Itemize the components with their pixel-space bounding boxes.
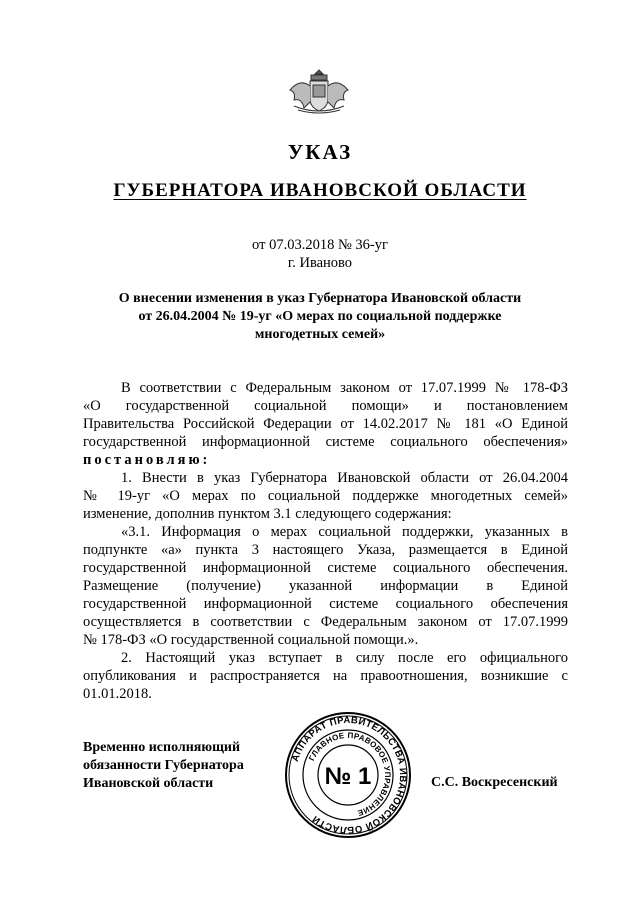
preamble-line: Правительства Российской Федерации от 14.02.2017 № 181 «О Единой [83,416,568,432]
seal-outer-path: АППАРАТ ПРАВИТЕЛЬСТВА ИВАНОВСКОЙ ОБЛАСТИ [289,714,409,836]
document-heading [100,290,540,344]
item2-line: опубликования и распространяется на правоотношения, возникшие с [83,668,568,684]
preamble-line: «О государственной социальной помощи» и постановлением [83,398,568,414]
preamble-line: В соответствии с Федеральным законом от 17.07.1999 № 178-ФЗ [121,380,568,396]
seal-number: № 1 [324,763,372,790]
quote-line: осуществляется в соответствии с Федеральным законом от 17.07.1999 [83,614,568,630]
document-subtitle-text: ГУБЕРНАТОРА ИВАНОВСКОЙ ОБЛАСТИ [113,180,527,201]
signatory-position-line: Временно исполняющий [83,740,241,755]
document-city: г. Иваново [287,255,353,271]
preamble-line: государственной информационной системе социального обеспечения» [83,434,568,450]
quote-line: государственной информационной системе социального обеспечения. [83,560,568,576]
document-title: УКАЗ [287,140,353,164]
quote-line: Размещение (получение) указанной информации в Единой [83,578,568,594]
document-body [83,379,568,703]
coat-of-arms-icon [284,66,354,116]
resolve-word: постановляю: [83,452,211,468]
signatory-name: С.С. Воскресенский [431,775,558,790]
heading-line: от 26.04.2004 № 19-уг «О мерах по социальной поддержке [138,309,502,324]
item2-line: 01.01.2018. [83,686,152,702]
item1-line: изменение, дополнив пунктом 3.1 следующего содержания: [83,506,452,522]
heading-line: О внесении изменения в указ Губернатора Ивановской области [118,291,522,306]
quote-line: «3.1. Информация о мерах социальной поддержки, указанных в [121,524,568,540]
signatory-position-line: Ивановской области [83,776,214,791]
item1-line: № 19-уг «О мерах по социальной поддержке многодетных семей» [83,488,568,504]
document-subtitle [0,180,640,202]
signatory-position-line: обязанности Губернатора [83,758,244,773]
item2-line: 2. Настоящий указ вступает в силу после его официального [121,650,568,666]
document-date: от 07.03.2018 № 36-уг [252,237,388,253]
heading-line: многодетных семей» [254,327,386,342]
official-seal-icon [283,710,413,840]
quote-line: подпункте «а» пункта 3 настоящего Указа, размещается в Единой [83,542,568,558]
item1-line: 1. Внести в указ Губернатора Ивановской области от 26.04.2004 [121,470,568,486]
quote-line: № 178-ФЗ «О государственной социальной помощи.». [83,632,419,648]
seal-inner-path: ГЛАВНОЕ ПРАВОВОЕ УПРАВЛЕНИЕ [307,730,393,818]
signatory-position [83,739,244,793]
quote-line: государственной информационной системе социального обеспечения [83,596,568,612]
